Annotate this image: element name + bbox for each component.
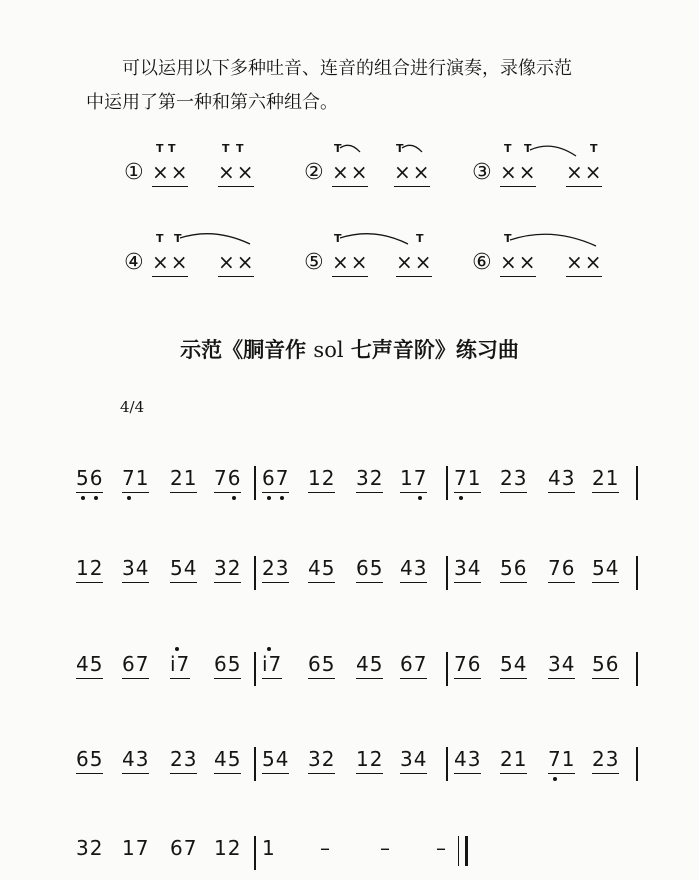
bar-line [636,556,638,590]
time-signature: 4/4 [120,398,145,416]
note: 43 [400,556,428,580]
note-group: ×× [332,250,370,274]
low-octave-dot [418,496,422,500]
note-group: ×× [500,160,538,184]
intro-paragraph [86,52,656,120]
note: 43 [454,747,482,771]
combination-4 [124,232,294,292]
note: 23 [592,747,620,771]
note: 21 [500,747,528,771]
note: 54 [500,652,528,676]
note: 23 [262,556,290,580]
high-octave-dot [267,647,271,651]
slur [472,232,642,262]
note: 54 [262,747,290,771]
note: – [320,836,331,860]
note: 34 [122,556,150,580]
combination-number: ② [304,160,324,185]
note: 76 [454,652,482,676]
tongue-mark: T [156,232,164,245]
note: 21 [170,466,198,490]
tongue-mark: T [334,142,342,155]
title-sol: sol [313,338,344,362]
note: 32 [308,747,336,771]
combination-1 [124,142,294,202]
note: 71 [454,466,482,490]
note: 17 [122,836,150,860]
note: 32 [76,836,104,860]
bar-line [254,556,256,590]
bar-line [254,747,256,781]
note: 65 [308,652,336,676]
title-prefix: 示范《胴音作 [180,338,307,362]
score-row [76,466,646,510]
note: – [436,836,447,860]
note: 43 [122,747,150,771]
note: 76 [214,466,242,490]
score-row [76,556,646,600]
title-suffix: 七声音阶》练习曲 [350,338,519,362]
note: 21 [592,466,620,490]
note: 45 [308,556,336,580]
note: 76 [548,556,576,580]
low-octave-dot [127,496,131,500]
note: – [380,836,391,860]
combination-3 [472,142,642,202]
bar-line [254,466,256,500]
low-octave-dot [459,496,463,500]
note-group: ×× [566,160,604,184]
tongue-mark: T [222,142,230,155]
note: 56 [592,652,620,676]
score-row [76,836,646,880]
low-octave-dot [94,496,98,500]
intro-line-2: 中运用了第一种和第六种组合。 [86,92,338,113]
tongue-mark: T [524,142,532,155]
note: 45 [214,747,242,771]
note-group: ×× [332,160,370,184]
slur [304,232,474,262]
bar-line [446,556,448,590]
high-octave-dot [175,647,179,651]
slur [472,142,642,172]
note: 34 [400,747,428,771]
combination-number: ④ [124,250,144,275]
combination-number: ③ [472,160,492,185]
bar-line [254,652,256,686]
tongue-mark: T [396,142,404,155]
note-group: ×× [394,160,432,184]
note: 12 [356,747,384,771]
note: 34 [454,556,482,580]
note-group: ×× [396,250,434,274]
note-group: ×× [218,250,256,274]
combination-number: ⑤ [304,250,324,275]
tongue-mark: T [168,142,176,155]
low-octave-dot [232,496,236,500]
note: 34 [548,652,576,676]
bar-line [254,836,256,870]
intro-line-1: 可以运用以下多种吐音、连音的组合进行演奏，录像示范 [122,58,572,79]
note: i7 [170,652,191,676]
tongue-mark: T [174,232,182,245]
note: 12 [214,836,242,860]
note: 54 [170,556,198,580]
note: 23 [500,466,528,490]
low-octave-dot [280,496,284,500]
combination-5 [304,232,474,292]
bar-line [636,747,638,781]
note: 45 [356,652,384,676]
score-row [76,747,646,791]
note: 17 [400,466,428,490]
note: 23 [170,747,198,771]
tongue-mark: T [156,142,164,155]
note-group: ×× [500,250,538,274]
note: 56 [500,556,528,580]
note: 67 [262,466,290,490]
bar-line [636,466,638,500]
note: 71 [122,466,150,490]
tongue-mark: T [334,232,342,245]
tongue-mark: T [504,142,512,155]
tongue-mark: T [590,142,598,155]
slur [124,232,294,262]
low-octave-dot [553,777,557,781]
combination-2 [304,142,474,202]
note: 54 [592,556,620,580]
note: i7 [262,652,283,676]
note-group: ×× [152,250,190,274]
note: 32 [214,556,242,580]
note: 45 [76,652,104,676]
note: 71 [548,747,576,771]
note: 12 [76,556,104,580]
combination-6 [472,232,642,292]
note: 65 [76,747,104,771]
note: 32 [356,466,384,490]
final-double-bar [458,836,468,866]
note-group: ×× [152,160,190,184]
low-octave-dot [81,496,85,500]
note: 67 [170,836,198,860]
note: 12 [308,466,336,490]
tongue-mark: T [416,232,424,245]
bar-line [446,652,448,686]
note-group: ×× [218,160,256,184]
note: 65 [356,556,384,580]
note: 56 [76,466,104,490]
bar-line [446,747,448,781]
bar-line [446,466,448,500]
bar-line [636,652,638,686]
note-group: ×× [566,250,604,274]
combination-number: ① [124,160,144,185]
low-octave-dot [267,496,271,500]
note: 43 [548,466,576,490]
note: 65 [214,652,242,676]
note: 67 [122,652,150,676]
tongue-mark: T [236,142,244,155]
note: 67 [400,652,428,676]
score-row [76,652,646,696]
combination-number: ⑥ [472,250,492,275]
exercise-title [0,334,699,364]
slur [304,142,474,172]
note: 1 [262,836,276,860]
tongue-mark: T [504,232,512,245]
